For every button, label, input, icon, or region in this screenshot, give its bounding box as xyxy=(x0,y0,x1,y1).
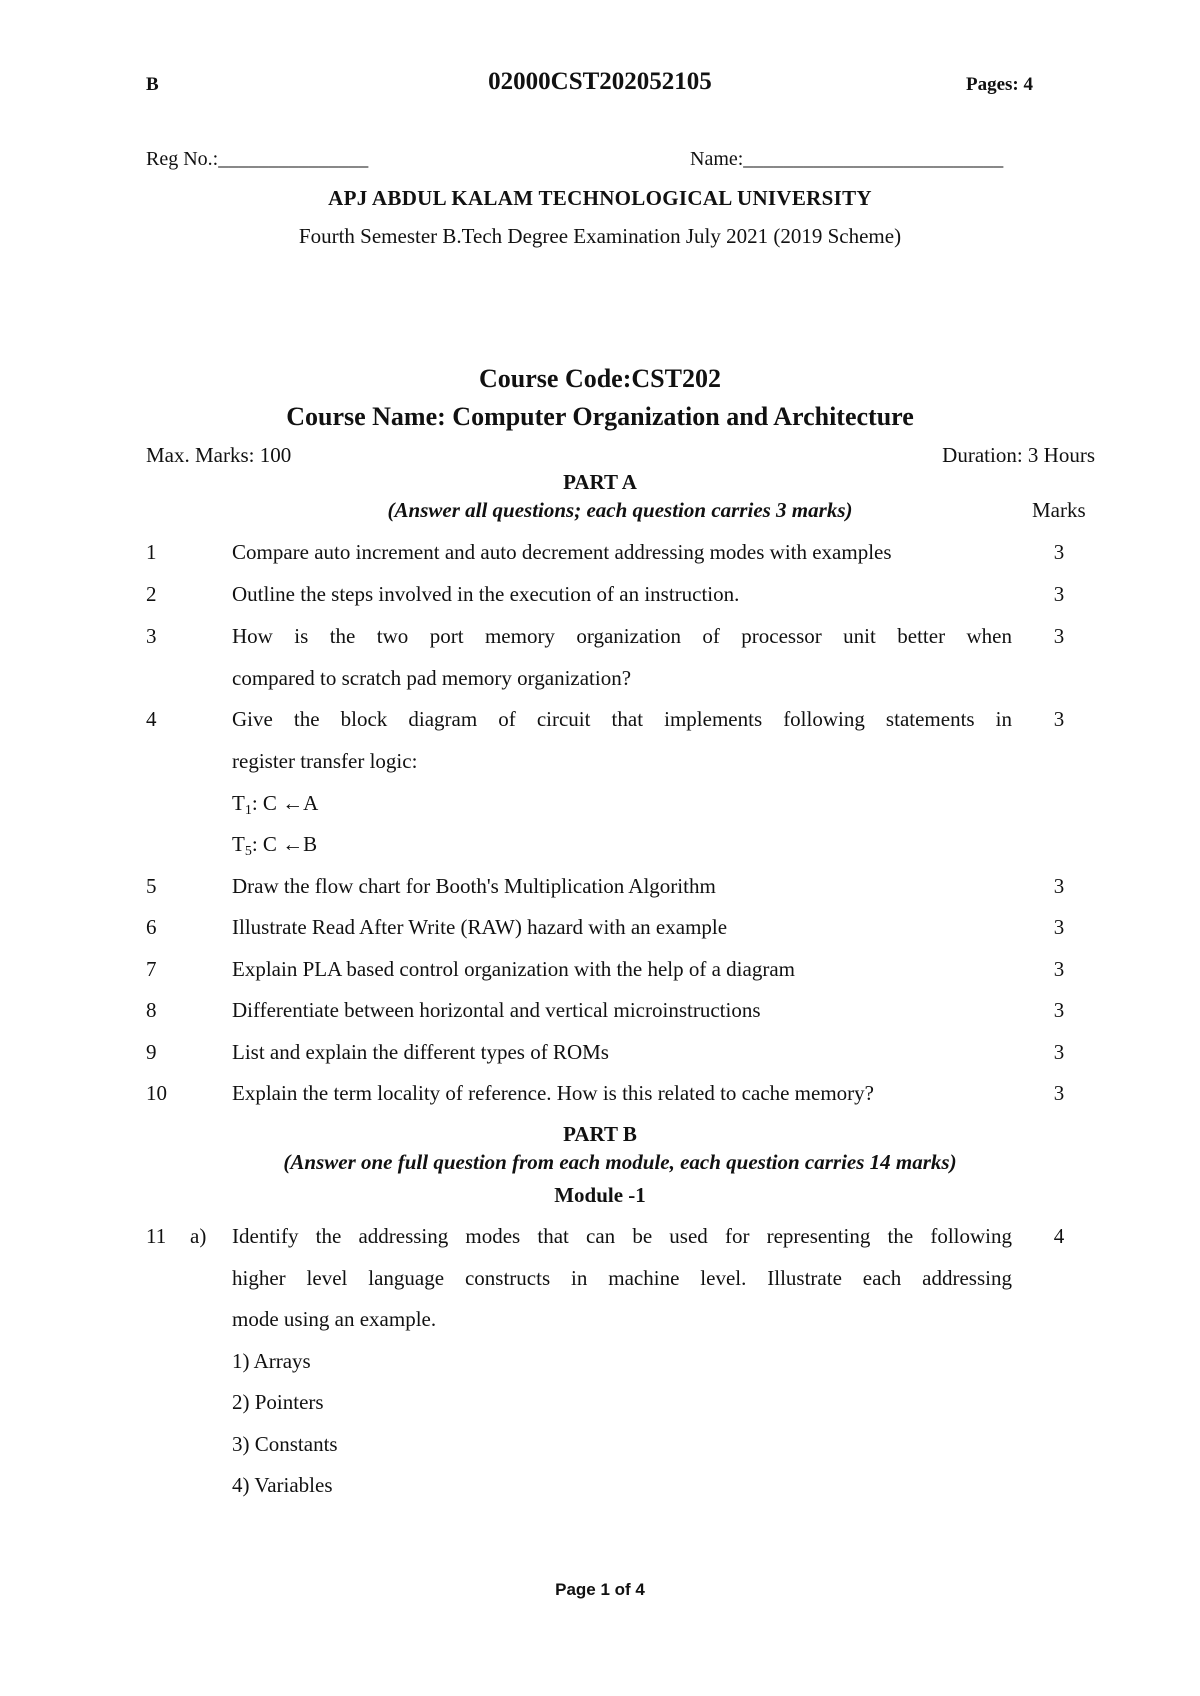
question-number: 10 xyxy=(146,1081,167,1105)
course-name: Course Name: Computer Organization and Architecture xyxy=(286,402,914,431)
question-text: Outline the steps involved in the execution of an instruction. xyxy=(232,582,740,606)
question-text: Explain the term locality of reference. How is this related to cache memory? xyxy=(232,1081,874,1105)
rtl-statement-1: $T_1$: C ←A xyxy=(232,791,319,818)
max-marks: Max. Marks: 100 xyxy=(146,443,292,467)
part-b-title: PART B xyxy=(563,1122,637,1146)
module-heading: Module -1 xyxy=(554,1183,646,1207)
question-text: Explain PLA based control organization with the help of a diagram xyxy=(232,957,795,981)
question-number: 3 xyxy=(146,624,157,648)
question-text-line: How is the two port memory organization of processor unit better when xyxy=(232,624,1012,648)
question-marks: 3 xyxy=(1053,1081,1065,1105)
list-item: 4) Variables xyxy=(232,1473,333,1497)
question-marks: 3 xyxy=(1053,540,1065,564)
question-number: 6 xyxy=(146,915,157,939)
question-number: 9 xyxy=(146,1040,157,1064)
sub-question-label: a) xyxy=(190,1224,207,1248)
page-footer: Page 1 of 4 xyxy=(555,1580,645,1599)
question-text: Compare auto increment and auto decrement addressing modes with examples xyxy=(232,540,892,564)
exam-title: Fourth Semester B.Tech Degree Examination July 2021 (2019 Scheme) xyxy=(298,224,902,248)
question-number: 11 xyxy=(146,1224,167,1248)
list-item: 3) Constants xyxy=(232,1432,338,1456)
question-marks: 3 xyxy=(1053,582,1065,606)
part-a-title: PART A xyxy=(563,470,637,494)
part-a-instruction: (Answer all questions; each question carries 3 marks) xyxy=(387,498,853,522)
question-marks: 3 xyxy=(1053,957,1065,981)
question-text: Illustrate Read After Write (RAW) hazard with an example xyxy=(232,915,728,939)
question-number: 4 xyxy=(146,707,157,731)
question-text: Differentiate between horizontal and vertical microinstructions xyxy=(232,998,761,1022)
duration: Duration: 3 Hours xyxy=(942,443,1095,467)
question-marks: 3 xyxy=(1053,1040,1065,1064)
question-marks: 3 xyxy=(1053,915,1065,939)
question-text-line: higher level language constructs in machine level. Illustrate each addressing xyxy=(232,1266,1012,1290)
question-marks: 3 xyxy=(1053,707,1065,731)
set-code: B xyxy=(146,74,159,95)
course-code: Course Code:CST202 xyxy=(479,364,721,393)
question-number: 5 xyxy=(146,874,157,898)
question-marks: 4 xyxy=(1053,1224,1065,1248)
university-name: APJ ABDUL KALAM TECHNOLOGICAL UNIVERSITY xyxy=(328,186,872,210)
question-marks: 3 xyxy=(1053,624,1065,648)
list-item: 2) Pointers xyxy=(232,1390,324,1414)
question-text-line: register transfer logic: xyxy=(232,749,418,773)
question-number: 1 xyxy=(146,540,157,564)
question-number: 8 xyxy=(146,998,157,1022)
name-field: Name:__________________________ xyxy=(690,148,1004,170)
question-text-line: Identify the addressing modes that can be used for representing the following xyxy=(232,1224,1012,1248)
question-text: Draw the flow chart for Booth's Multiplication Algorithm xyxy=(232,874,716,898)
question-marks: 3 xyxy=(1053,998,1065,1022)
reg-no-field: Reg No.:_______________ xyxy=(146,148,369,170)
part-b-instruction: (Answer one full question from each module, each question carries 14 marks) xyxy=(283,1150,957,1174)
question-text: List and explain the different types of ROMs xyxy=(232,1040,609,1064)
paper-code: 02000CST202052105 xyxy=(488,68,712,95)
question-text-line: Give the block diagram of circuit that implements following statements in xyxy=(232,707,1012,731)
rtl-statement-2: $T_5$: C ←B xyxy=(232,832,318,859)
marks-header: Marks xyxy=(1032,498,1086,522)
question-number: 2 xyxy=(146,582,157,606)
question-marks: 3 xyxy=(1053,874,1065,898)
question-text-line: compared to scratch pad memory organization? xyxy=(232,666,632,690)
pages-count: Pages: 4 xyxy=(966,74,1034,95)
question-number: 7 xyxy=(146,957,157,981)
question-text-line: mode using an example. xyxy=(232,1307,437,1331)
list-item: 1) Arrays xyxy=(232,1349,311,1373)
